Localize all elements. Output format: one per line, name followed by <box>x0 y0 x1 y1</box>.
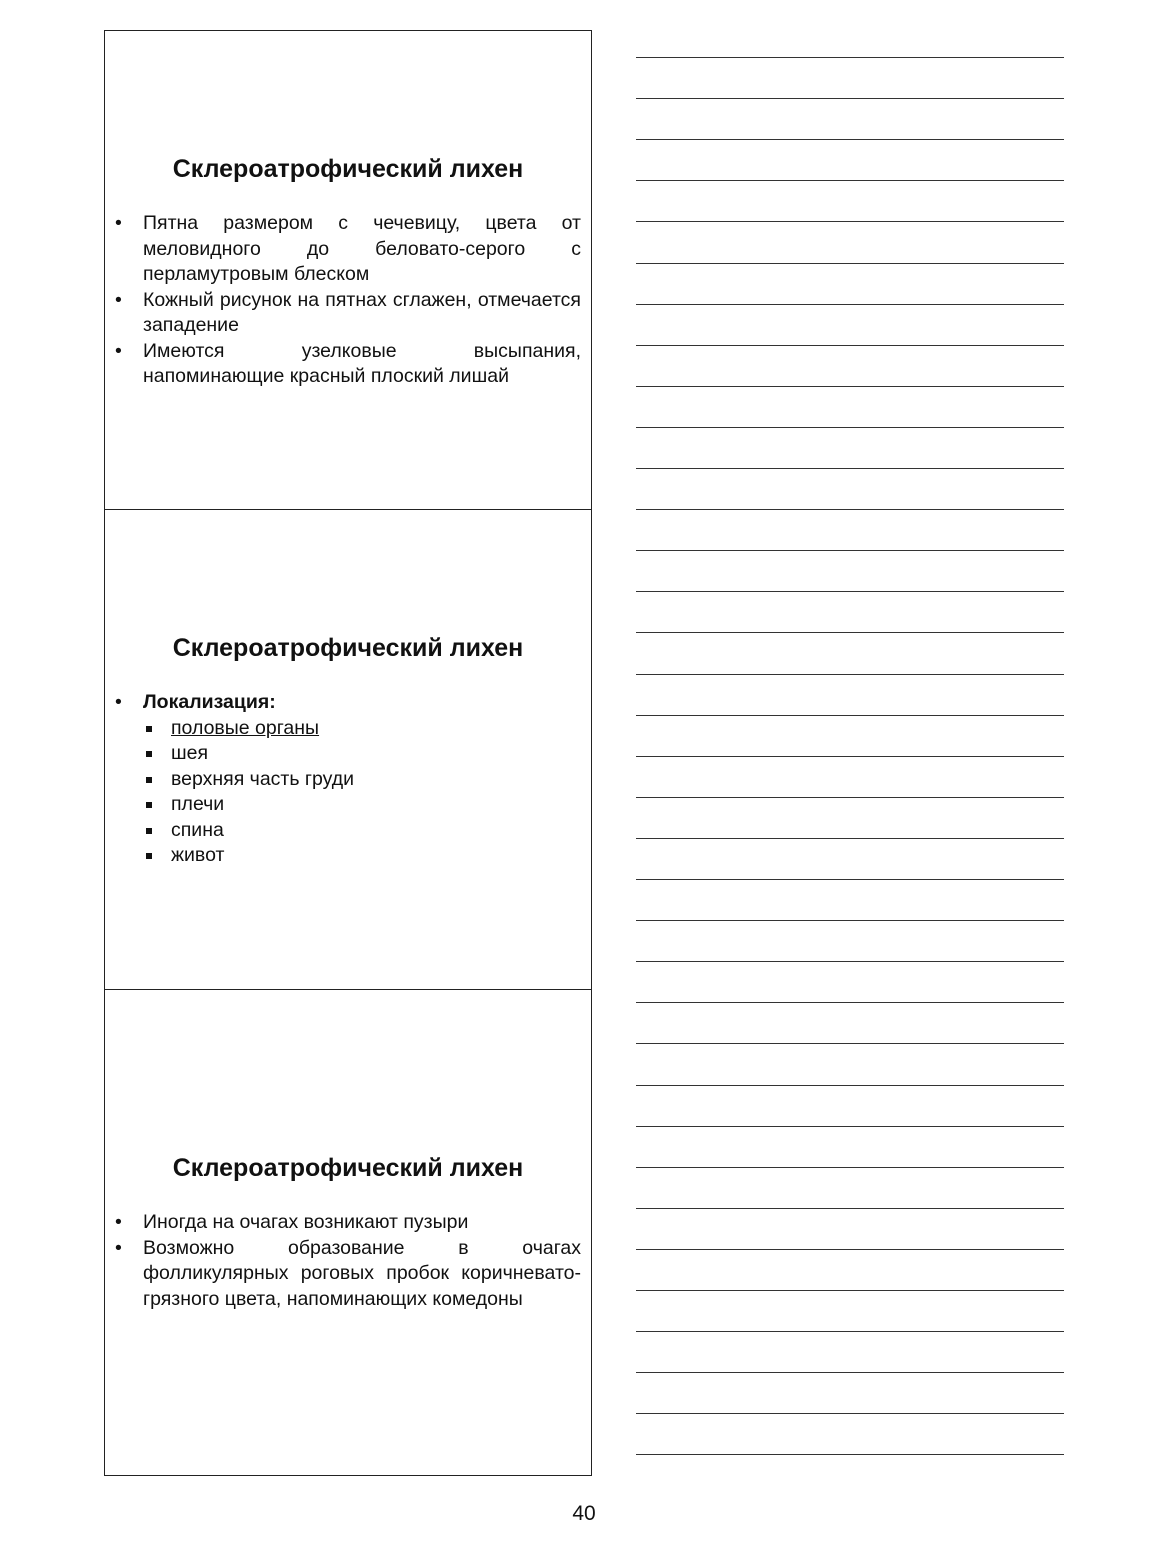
sub-list <box>143 716 581 869</box>
notes-line <box>636 1249 1064 1250</box>
notes-line <box>636 715 1064 716</box>
notes-line <box>636 1002 1064 1003</box>
slide-2 <box>105 509 591 989</box>
notes-line <box>636 345 1064 346</box>
notes-line <box>636 509 1064 510</box>
notes-line <box>636 1167 1064 1168</box>
notes-line <box>636 632 1064 633</box>
list-item: • Кожный рисунок на пятнах сглажен, отмечается западение <box>113 288 581 339</box>
notes-line <box>636 1331 1064 1332</box>
notes-line <box>636 427 1064 428</box>
notes-line <box>636 1454 1064 1455</box>
slide-title: Склероатрофический лихен <box>172 634 524 662</box>
notes-line <box>636 1372 1064 1373</box>
list-item: • Пятна размером с чечевицу, цвета от меловидного до беловато-серого с перламутровым блеском <box>113 211 581 288</box>
bullet-list <box>113 1210 581 1312</box>
notes-line <box>636 263 1064 264</box>
notes-line <box>636 879 1064 880</box>
page-number: 40 <box>572 1502 596 1525</box>
list-item <box>143 716 581 742</box>
notes-line <box>636 98 1064 99</box>
notes-line <box>636 1413 1064 1414</box>
list-item: • Иногда на очагах возникают пузыри <box>113 1210 581 1236</box>
notes-line <box>636 1126 1064 1127</box>
notes-line <box>636 674 1064 675</box>
notes-line <box>636 57 1064 58</box>
list-item: спина <box>143 818 581 844</box>
notes-line <box>636 961 1064 962</box>
slide-1 <box>105 31 591 509</box>
list-item <box>113 690 581 869</box>
bullet-list <box>113 690 581 869</box>
notes-line <box>636 468 1064 469</box>
slide-title: Склероатрофический лихен <box>172 155 524 183</box>
list-item: • Возможно образование в очагах фолликулярных роговых пробок коричневато-грязного цвета, напоминающих комедоны <box>113 1236 581 1313</box>
notes-line <box>636 920 1064 921</box>
list-item: верхняя часть груди <box>143 767 581 793</box>
notes-line <box>636 550 1064 551</box>
notes-line <box>636 756 1064 757</box>
list-item-text: половые органы <box>171 716 320 739</box>
notes-line <box>636 1043 1064 1044</box>
slide-3 <box>105 989 591 1475</box>
notes-line <box>636 180 1064 181</box>
localization-heading: Локализация: <box>143 691 276 713</box>
list-item: плечи <box>143 792 581 818</box>
notes-line <box>636 221 1064 222</box>
notes-line <box>636 139 1064 140</box>
list-item: живот <box>143 843 581 869</box>
notes-line <box>636 591 1064 592</box>
notes-line <box>636 838 1064 839</box>
slide-title: Склероатрофический лихен <box>172 1154 524 1182</box>
slides-panel <box>104 30 592 1476</box>
notes-line <box>636 797 1064 798</box>
list-item: шея <box>143 741 581 767</box>
notes-line <box>636 1290 1064 1291</box>
notes-line <box>636 386 1064 387</box>
notes-line <box>636 1085 1064 1086</box>
list-item: • Имеются узелковые высыпания, напоминающие красный плоский лишай <box>113 339 581 390</box>
bullet-list <box>113 211 581 390</box>
notes-line <box>636 304 1064 305</box>
notes-line <box>636 1208 1064 1209</box>
